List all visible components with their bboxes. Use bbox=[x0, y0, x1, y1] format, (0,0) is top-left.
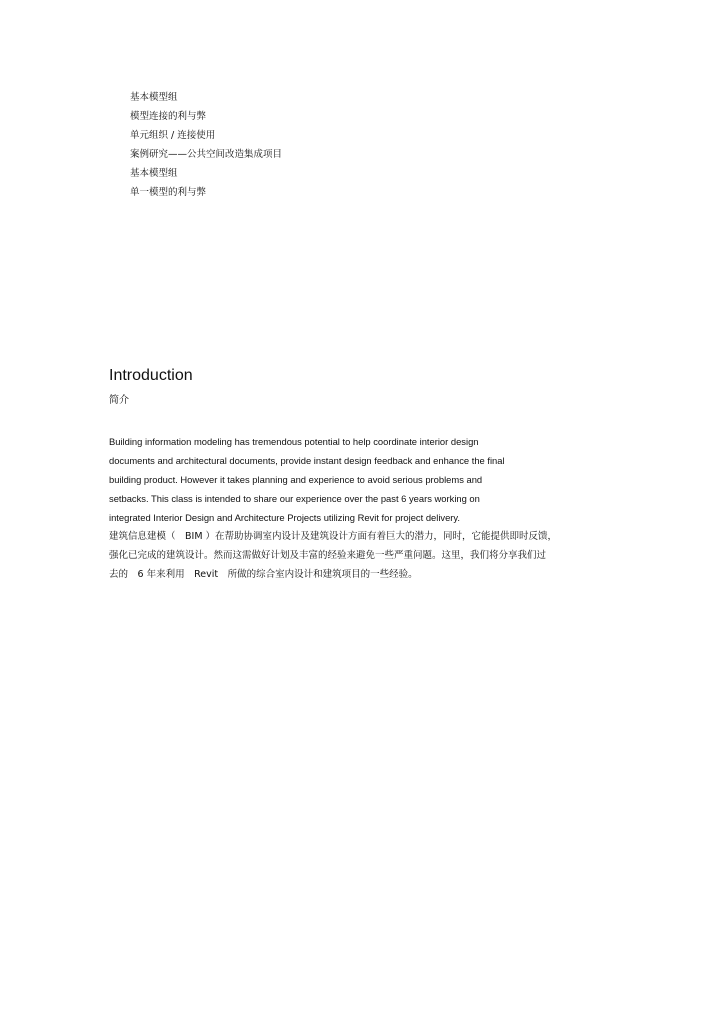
introduction-paragraph-english bbox=[109, 432, 505, 527]
topic-item: 基本模型组 bbox=[130, 168, 178, 179]
paragraph-line: 去的 6 年来利用 Revit 所做的综合室内设计和建筑项目的一些经验。 bbox=[109, 569, 418, 580]
paragraph-line: 强化已完成的建筑设计。然而这需做好计划及丰富的经验来避免一些严重问题。这里，我们将分享我们过 bbox=[109, 550, 547, 561]
topic-item: 基本模型组 bbox=[130, 92, 178, 103]
topic-item: 单元组织 / 连接使用 bbox=[130, 130, 216, 141]
section-heading-chinese: 简介 bbox=[109, 395, 129, 406]
paragraph-line: setbacks. This class is intended to share our experience over the past 6 years working on bbox=[109, 493, 480, 504]
section-heading-english: Introduction bbox=[109, 367, 193, 384]
introduction-paragraph-chinese bbox=[109, 527, 557, 584]
paragraph-line: building product. However it takes planning and experience to avoid serious problems and bbox=[109, 474, 483, 485]
topic-list bbox=[130, 88, 282, 202]
paragraph-line: integrated Interior Design and Architecture Projects utilizing Revit for project delivery. bbox=[109, 512, 461, 523]
topic-item: 模型连接的利与弊 bbox=[130, 111, 207, 122]
paragraph-line: documents and architectural documents, provide instant design feedback and enhance the final bbox=[109, 455, 505, 466]
paragraph-line: 建筑信息建模（ BIM ）在帮助协调室内设计及建筑设计方面有着巨大的潜力，同时，它能提供即时反馈， bbox=[109, 531, 558, 542]
paragraph-line: Building information modeling has tremendous potential to help coordinate interior design bbox=[109, 436, 479, 447]
topic-item: 单一模型的利与弊 bbox=[130, 187, 207, 198]
topic-item: 案例研究——公共空间改造集成项目 bbox=[130, 149, 283, 160]
